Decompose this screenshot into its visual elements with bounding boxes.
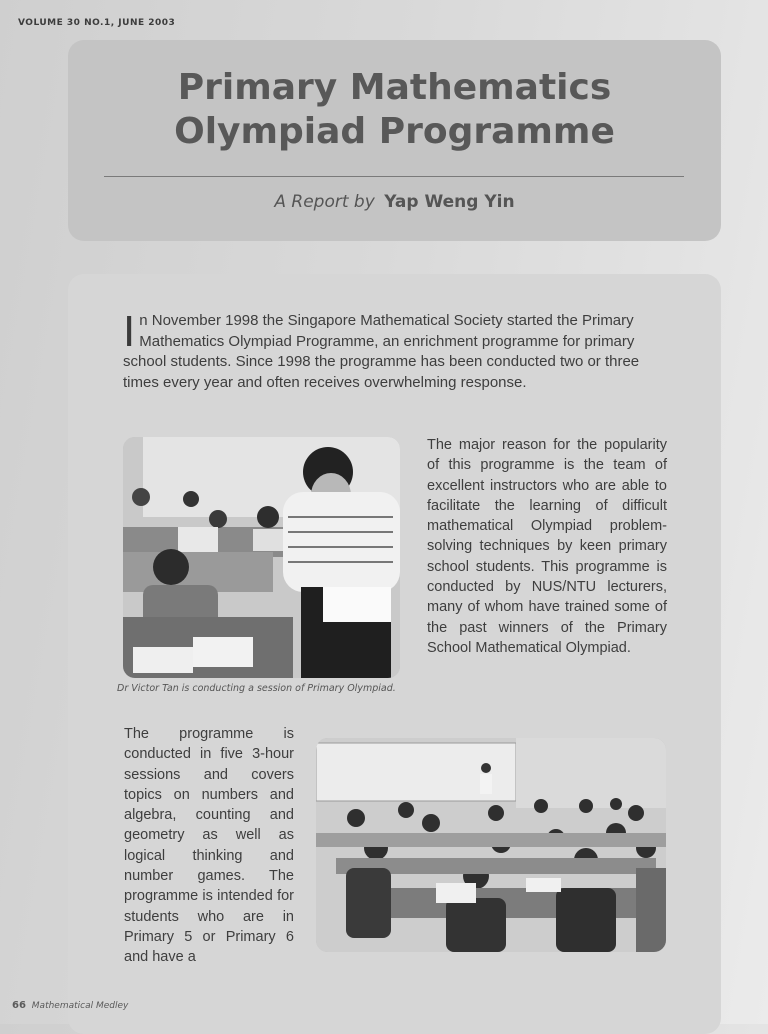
title-divider (104, 176, 684, 177)
byline-lead: A Report by (274, 192, 375, 212)
intro-text: n November 1998 the Singapore Mathematical Society started the Primary Mathematics Olympiad Programme, an enrichment programme for primary school students. Since 1998 the programme has been conducted two or three times every year and often receives overwhelming response. (123, 312, 640, 391)
page-number: 66 (12, 1000, 26, 1011)
intro-paragraph (123, 307, 668, 393)
issue-header: VOLUME 30 NO.1, JUNE 2003 (18, 18, 176, 28)
byline (68, 192, 721, 212)
paragraph-sessions: The programme is conducted in five 3-hour sessions and covers topics on numbers and algebra, counting and geometry as well as logical thinking and number games. The programme is intended for students who are in Primary 5 or Primary 6 and have a (124, 726, 294, 966)
title-panel (68, 40, 721, 241)
photo-caption: Dr Victor Tan is conducting a session of Primary Olympiad. (117, 683, 396, 694)
title-line-2: Olympiad Programme (174, 111, 615, 152)
paragraph-popularity: The major reason for the popularity of this programme is the team of excellent instructors who are able to facilitate the learning of difficult mathematical Olympiad problem-solving techniques by keen primary school students. This programme is conducted by NUS/NTU lecturers, many of whom have trained some of the past winners of the Primary School Mathematical Olympiad. (427, 437, 667, 656)
classroom-photo-instructor (123, 437, 400, 678)
byline-author: Yap Weng Yin (384, 192, 515, 212)
classroom-photo-lecture (316, 738, 666, 952)
journal-name: Mathematical Medley (31, 1001, 129, 1011)
page-footer (12, 1000, 128, 1011)
article-title (68, 66, 721, 154)
drop-cap: I (123, 307, 136, 356)
title-line-1: Primary Mathematics (177, 67, 612, 108)
